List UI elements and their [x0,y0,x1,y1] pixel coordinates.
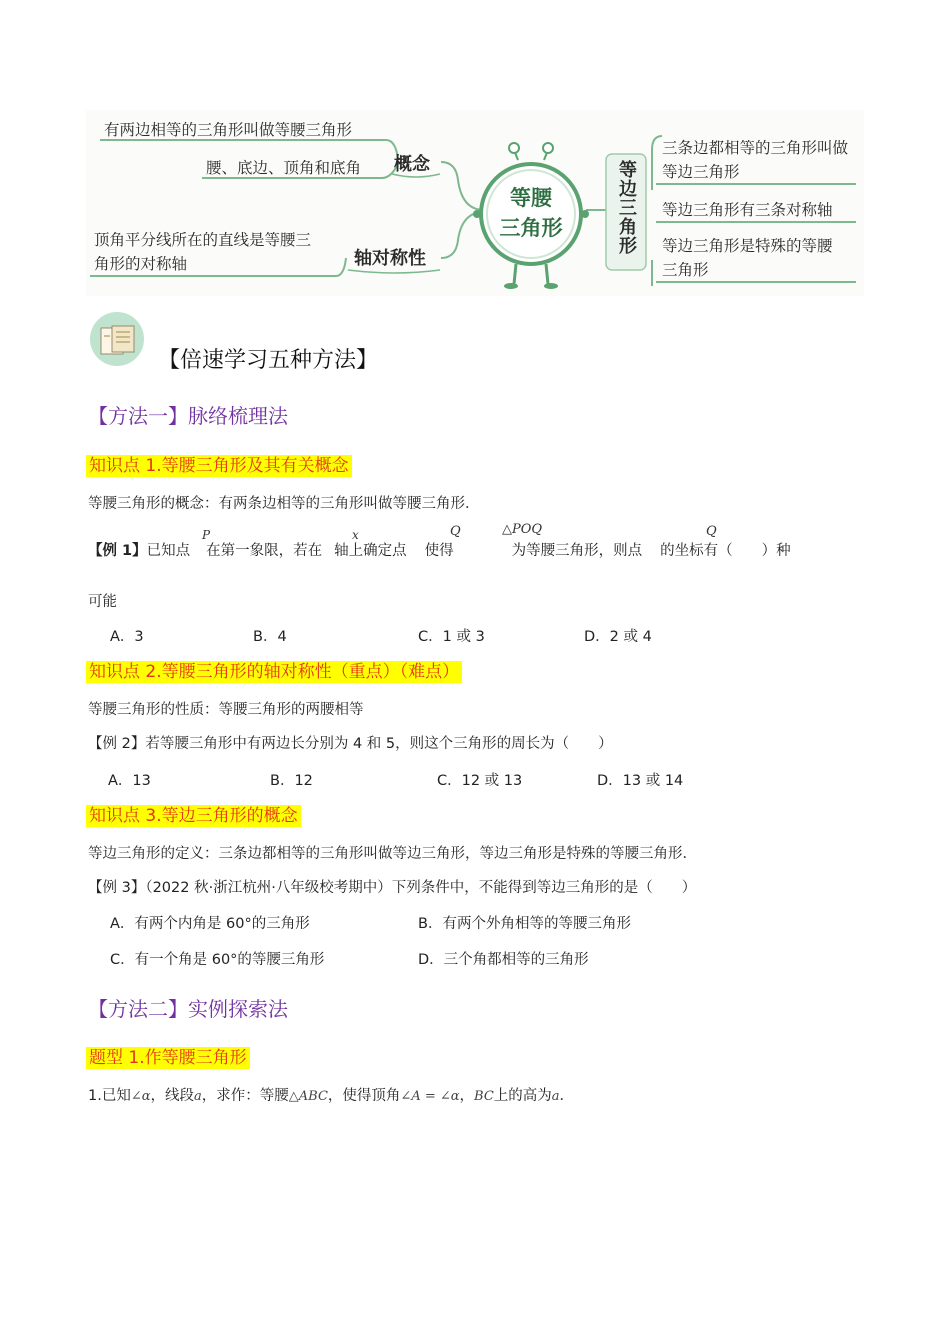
kp3-title-text: 知识点 3.等边三角形的概念 [86,805,301,827]
q1-part-a: 1.已知 [88,1088,131,1104]
example1-line1 [88,539,791,560]
example1-part-c: 轴上确定点 [334,543,407,559]
example2: 【例 2】若等腰三角形中有两边长分别为 4 和 5，则这个三角形的周长为（ ） [88,736,613,752]
kp2-option-d: D．13 或 14 [597,773,684,789]
type1-title-text: 题型 1.作等腰三角形 [86,1047,250,1069]
kp3-option-c: C．有一个角是 60°的等腰三角形 [110,952,325,968]
center-line1: 等腰 [510,186,552,210]
kp3-title [86,801,301,826]
kp2-option-c: C．12 或 13 [437,773,523,789]
eq-special-line2: 三角形 [662,261,709,279]
example1-part-f: 的坐标有（ ）种 [660,543,791,559]
q1-part-c: ，求作：等腰 [201,1088,289,1104]
q1-seg-a2: a [551,1089,560,1104]
symmetry-text-line2: 角形的对称轴 [94,255,188,273]
kp2-title-text: 知识点 2.等腰三角形的轴对称性（重点）（难点） [86,661,462,683]
method-two-heading: 【方法二】实例探索法 [88,997,288,1021]
kp1-option-a: A．3 [110,629,144,645]
kp3-text: 等边三角形的定义：三条边都相等的三角形叫做等边三角形，等边三角形是特殊的等腰三角形． [88,846,697,862]
symbol-x: x [352,528,359,542]
example1-line2: 可能 [88,594,117,610]
center-line2: 三角形 [499,216,563,240]
type1-title [86,1043,250,1068]
q1-part-f: 上的高为 [493,1088,552,1104]
kp2-text: 等腰三角形的性质：等腰三角形的两腰相等 [88,702,364,718]
eq-special-line1: 等边三角形是特殊的等腰 [662,237,833,255]
kp1-text: 等腰三角形的概念：有两条边相等的三角形叫做等腰三角形． [88,496,480,512]
kp3-option-a: A．有两个内角是 60°的三角形 [110,916,310,932]
kp2-option-b: B．12 [270,773,313,789]
concept-parts: 腰、底边、顶角和底角 [206,159,362,177]
q1-angle-alpha: ∠α [130,1089,151,1104]
q1-angle-eq: ∠A = ∠α [400,1089,460,1104]
node-concept: 概念 [394,154,430,175]
kp2-title [86,657,462,682]
node-symmetry: 轴对称性 [354,248,426,269]
eq-definition-line2: 等边三角形 [662,163,740,181]
kp3-option-b: B．有两个外角相等的等腰三角形 [418,916,631,932]
eq-axes: 等边三角形有三条对称轴 [662,201,833,219]
kp2-option-a: A．13 [108,773,151,789]
example1-part-d: 使得 [424,543,454,559]
book-icon-graphic [90,312,144,366]
kp3-option-d: D．三个角都相等的三角形 [418,952,589,968]
method-one-heading: 【方法一】脉络梳理法 [88,404,288,428]
symbol-Q1: Q [450,524,461,539]
concept-definition: 有两边相等的三角形叫做等腰三角形 [104,121,353,139]
book-icon [90,312,144,366]
symbol-Q2: Q [706,524,717,539]
kp1-option-c: C．1 或 3 [418,629,485,645]
q1-triangle-abc: △ABC [288,1089,328,1104]
q1-bc: BC [474,1089,494,1104]
example1-part-e: 为等腰三角形，则点 [511,543,643,559]
kp1-title [86,451,352,476]
q1-part-b: ，线段 [150,1088,195,1104]
kp1-option-b: B．4 [253,629,287,645]
symmetry-text-line1: 顶角平分线所在的直线是等腰三 [94,231,312,249]
symbol-triangle-POQ: △POQ [502,522,543,537]
eq-definition-line1: 三条边都相等的三角形叫做 [662,139,849,157]
q1-part-e: ， [459,1088,475,1104]
question-1 [88,1084,574,1105]
section-title: 【倍速学习五种方法】 [158,348,379,373]
example1-part-a: 已知点 [146,543,191,559]
q1-seg-a: a [194,1089,202,1104]
symbol-P: P [202,528,211,542]
q1-part-g: ． [559,1088,575,1104]
kp1-title-text: 知识点 1.等腰三角形及其有关概念 [86,455,352,477]
mind-map [86,110,864,296]
kp1-option-d: D．2 或 4 [584,629,652,645]
example1-label: 【例 1】 [88,543,147,559]
q1-part-d: ，使得顶角 [327,1088,401,1104]
example1-part-b: 在第一象限，若在 [206,543,323,559]
node-equilateral: 等边三角形 [616,160,637,255]
example3: 【例 3】（2022 秋·浙江杭州·八年级校考期中）下列条件中，不能得到等边三角形的是（ ） [88,880,697,896]
